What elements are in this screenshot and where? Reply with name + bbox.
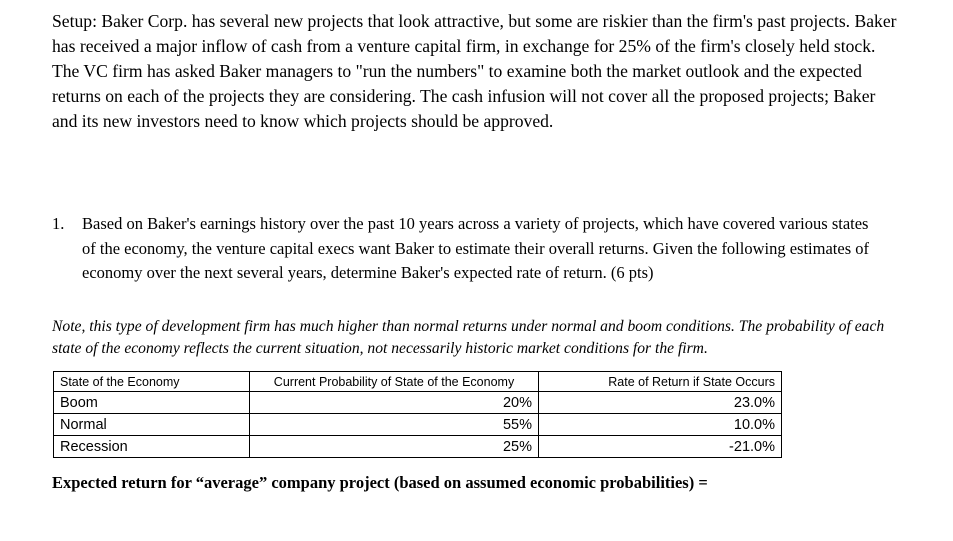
cell-state: Recession (54, 436, 250, 458)
question-1 (52, 212, 882, 286)
cell-return: 23.0% (539, 392, 782, 414)
cell-state: Boom (54, 392, 250, 414)
table-row (54, 414, 782, 436)
question-text: Based on Baker's earnings history over the past 10 years across a variety of projects, which have covered various states of the economy, the venture capital execs want Baker to estimate their overall returns. Given the following estimates of economy over the next several years, determine Baker's expected rate of return. (6 pts) (82, 214, 869, 282)
note-paragraph: Note, this type of development firm has much higher than normal returns under normal and boom conditions. The probability of each state of the economy reflects the current situation, not necessarily historic market conditions for the firm. (52, 318, 885, 357)
cell-return: -21.0% (539, 436, 782, 458)
cell-probability: 20% (250, 392, 539, 414)
table-row (54, 436, 782, 458)
cell-probability: 25% (250, 436, 539, 458)
question-number: 1. (52, 214, 65, 233)
cell-state: Normal (54, 414, 250, 436)
table-header-row (54, 372, 782, 392)
cell-return: 10.0% (539, 414, 782, 436)
header-state: State of the Economy (54, 372, 250, 392)
header-probability: Current Probability of State of the Economy (250, 372, 539, 392)
table-row (54, 392, 782, 414)
expected-return-line: Expected return for “average” company project (based on assumed economic probabilities) = (52, 473, 708, 492)
setup-paragraph: Setup: Baker Corp. has several new projects that look attractive, but some are riskier than the firm's past projects. Baker has received a major inflow of cash from a venture capital firm, in exchange for 25% of the firm's closely held stock. The VC firm has asked Baker managers to "run the numbers" to examine both the market outlook and the expected returns on each of the projects they are considering. The cash infusion will not cover all the proposed projects; Baker and its new investors need to know which projects should be approved. (52, 11, 897, 131)
economy-table (53, 371, 782, 458)
cell-probability: 55% (250, 414, 539, 436)
header-return: Rate of Return if State Occurs (539, 372, 782, 392)
